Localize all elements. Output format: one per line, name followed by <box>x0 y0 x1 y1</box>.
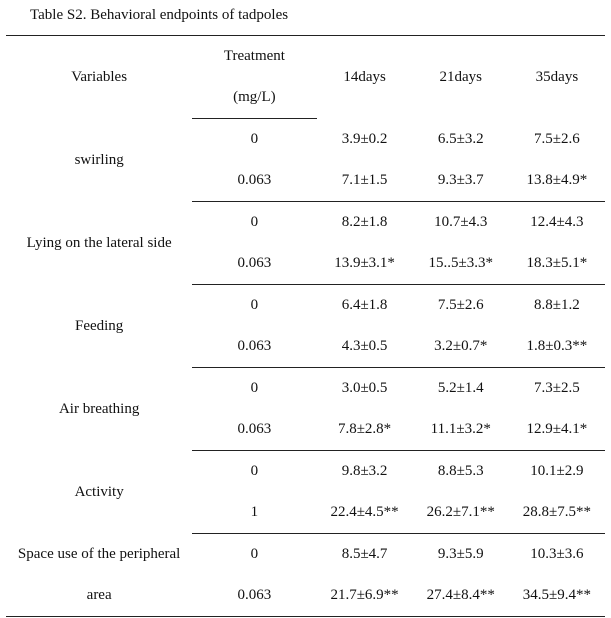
value-cell: 12.4±4.3 <box>530 214 584 230</box>
table-row <box>6 119 605 161</box>
value-cell: 13.8±4.9* <box>509 160 605 202</box>
value-cell: 18.3±5.1* <box>509 243 605 285</box>
treatment-cell: 0.063 <box>192 326 316 368</box>
table-row <box>6 534 605 576</box>
header-day-35: 35days <box>535 68 579 85</box>
table-row <box>6 451 605 493</box>
treatment-cell: 0 <box>250 214 259 230</box>
value-cell: 7.5±2.6 <box>534 130 580 147</box>
value-cell: 9.8±3.2 <box>341 463 388 479</box>
value-cell: 9.3±5.9 <box>437 546 484 562</box>
variable-cell-line1: Space use of the peripheral <box>17 545 181 562</box>
treatment-cell: 0 <box>250 463 259 479</box>
value-cell: 28.8±7.5** <box>509 492 605 534</box>
value-cell: 8.2±1.8 <box>341 214 388 230</box>
treatment-cell: 0.063 <box>192 409 316 451</box>
value-cell: 8.8±1.2 <box>534 297 580 313</box>
treatment-cell: 0.063 <box>192 243 316 285</box>
variable-cell: Lying on the lateral side <box>26 234 172 251</box>
variable-cell: Feeding <box>74 317 124 334</box>
value-cell: 9.3±3.7 <box>413 160 509 202</box>
value-cell: 7.8±2.8* <box>317 409 413 451</box>
value-cell: 8.8±5.3 <box>437 463 484 479</box>
value-cell: 5.2±1.4 <box>437 380 484 396</box>
header-day-21: 21days <box>439 68 482 85</box>
value-cell: 10.3±3.6 <box>530 546 584 562</box>
treatment-cell: 0.063 <box>237 587 272 603</box>
table-row <box>6 285 605 327</box>
header-treatment: Treatment <box>223 48 285 64</box>
variable-cell: Activity <box>74 483 124 500</box>
variable-cell-line2: area <box>86 587 112 603</box>
value-cell: 7.5±2.6 <box>437 297 484 313</box>
treatment-cell: 0 <box>250 546 259 562</box>
table-row <box>6 368 605 410</box>
value-cell: 1.8±0.3** <box>509 326 605 368</box>
value-cell: 15..5±3.3* <box>413 243 509 285</box>
treatment-cell: 0 <box>250 380 259 396</box>
value-cell: 26.2±7.1** <box>413 492 509 534</box>
value-cell: 11.1±3.2* <box>413 409 509 451</box>
treatment-cell: 0 <box>250 297 259 313</box>
value-cell: 7.3±2.5 <box>534 380 580 396</box>
value-cell: 3.0±0.5 <box>341 380 388 396</box>
treatment-cell: 1 <box>192 492 316 534</box>
value-cell: 34.5±9.4** <box>522 587 592 603</box>
value-cell: 3.9±0.2 <box>341 130 388 147</box>
value-cell: 8.5±4.7 <box>341 546 388 562</box>
header-variables: Variables <box>71 68 128 85</box>
value-cell: 10.7±4.3 <box>434 214 488 230</box>
header-treatment-unit: (mg/L) <box>192 77 316 119</box>
value-cell: 6.5±3.2 <box>437 130 484 147</box>
value-cell: 6.4±1.8 <box>341 297 388 313</box>
table-row <box>6 575 605 617</box>
value-cell: 21.7±6.9** <box>330 587 399 603</box>
value-cell: 3.2±0.7* <box>413 326 509 368</box>
treatment-cell: 0.063 <box>192 160 316 202</box>
variable-cell: Air breathing <box>58 400 140 417</box>
value-cell: 27.4±8.4** <box>426 587 495 603</box>
value-cell: 12.9±4.1* <box>509 409 605 451</box>
value-cell: 7.1±1.5 <box>317 160 413 202</box>
table-row <box>6 202 605 244</box>
header-row <box>6 36 605 78</box>
value-cell: 22.4±4.5** <box>317 492 413 534</box>
value-cell: 13.9±3.1* <box>317 243 413 285</box>
value-cell: 4.3±0.5 <box>317 326 413 368</box>
variable-cell: swirling <box>74 151 124 168</box>
table-caption: Table S2. Behavioral endpoints of tadpoles <box>30 7 289 23</box>
header-day-14: 14days <box>343 68 386 85</box>
behavioral-endpoints-table <box>6 35 605 617</box>
treatment-cell: 0 <box>250 131 259 147</box>
value-cell: 10.1±2.9 <box>530 463 584 479</box>
